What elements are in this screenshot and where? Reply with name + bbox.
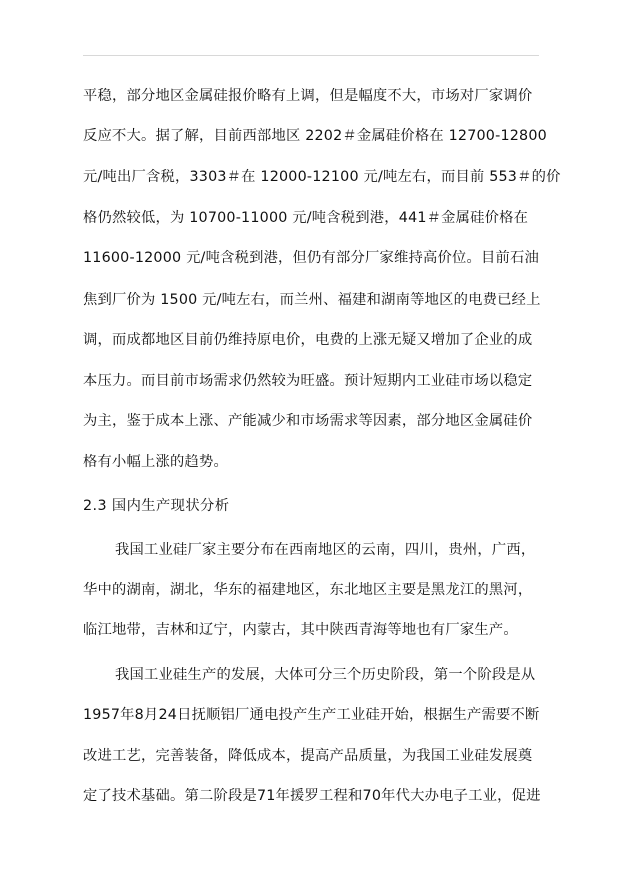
paragraph-line: 调，而成都地区目前仍维持原电价，电费的上涨无疑又增加了企业的成 [83, 332, 533, 348]
paragraph-line: 格仍然较低，为 10700-11000 元/吨含税到港，441＃金属硅价格在 [83, 210, 529, 226]
paragraph-line: 为主，鉴于成本上涨、产能减少和市场需求等因素，部分地区金属硅价 [83, 413, 533, 429]
paragraph-line: 焦到厂价为 1500 元/吨左右，而兰州、福建和湖南等地区的电费已经上 [83, 292, 541, 308]
paragraph-line: 元/吨出厂含税，3303＃在 12000-12100 元/吨左右，而目前 553＃的价 [83, 169, 561, 185]
paragraph-line: 我国工业硅厂家主要分布在西南地区的云南，四川，贵州，广西， [115, 542, 536, 558]
paragraph-line: 平稳，部分地区金属硅报价略有上调，但是幅度不大，市场对厂家调价 [83, 88, 533, 104]
paragraph-line: 11600-12000 元/吨含税到港，但仍有部分厂家维持高价位。目前石油 [83, 250, 540, 266]
paragraph-line: 我国工业硅生产的发展，大体可分三个历史阶段，第一个阶段是从 [115, 667, 536, 683]
paragraph-line: 本压力。而目前市场需求仍然较为旺盛。预计短期内工业硅市场以稳定 [83, 373, 533, 389]
paragraph-line: 临江地带，吉林和辽宁，内蒙古，其中陕西青海等地也有厂家生产。 [83, 622, 518, 638]
paragraph-line: 定了技术基础。第二阶段是71年援罗工程和70年代大办电子工业，促进 [83, 788, 541, 804]
paragraph-line: 改进工艺，完善装备，降低成本，提高产品质量，为我国工业硅发展奠 [83, 748, 533, 764]
paragraph-line: 1957年8月24日抚顺铝厂通电投产生产工业硅开始，根据生产需要不断 [83, 707, 540, 723]
paragraph-line: 反应不大。据了解，目前西部地区 2202＃金属硅价格在 12700-12800 [83, 128, 547, 144]
paragraph-line: 格有小幅上涨的趋势。 [83, 454, 228, 470]
paragraph-line: 华中的湖南，湖北，华东的福建地区，东北地区主要是黑龙江的黑河， [83, 582, 533, 598]
header-rule [83, 55, 539, 56]
section-heading: 2.3 国内生产现状分析 [83, 498, 230, 514]
